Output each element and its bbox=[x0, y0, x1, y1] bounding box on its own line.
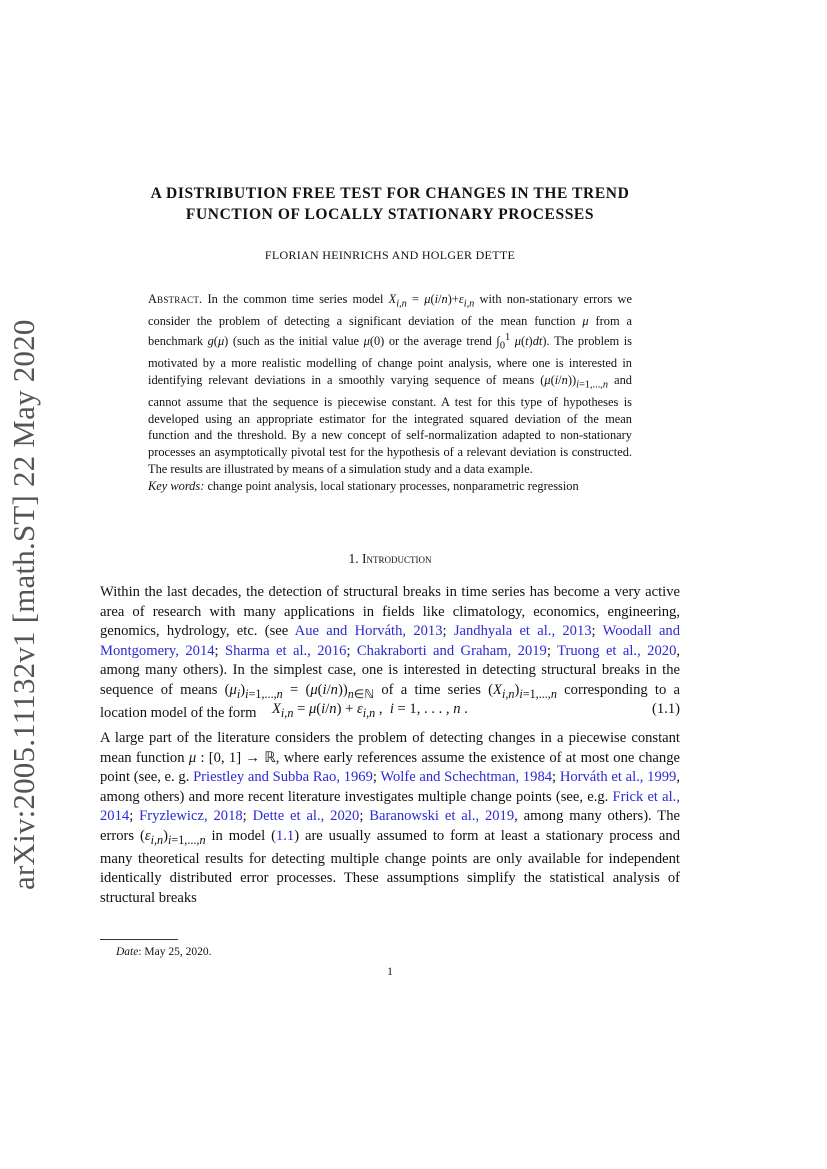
abstract-label: Abstract. bbox=[148, 292, 203, 306]
citation-link[interactable]: Wolfe and Schechtman, 1984 bbox=[380, 769, 553, 785]
section-heading: 1. Introduction bbox=[348, 551, 432, 566]
equation-number: (1.1) bbox=[652, 701, 680, 717]
equation-1-1 bbox=[100, 701, 680, 721]
arxiv-identifier: arXiv:2005.11132v1 [math.ST] 22 May 2020 bbox=[6, 319, 41, 890]
citation-link[interactable]: Horváth et al., 1999 bbox=[559, 769, 677, 785]
title-line-2: FUNCTION OF LOCALLY STATIONARY PROCESSES bbox=[185, 206, 595, 223]
authors: FLORIAN HEINRICHS AND HOLGER DETTE bbox=[264, 248, 516, 262]
keywords: Key words: change point analysis, local stationary processes, nonparametric regression bbox=[148, 479, 579, 493]
citation-link[interactable]: Frick et al., 2014 bbox=[100, 788, 680, 824]
citation-link[interactable]: Priestley and Subba Rao, 1969 bbox=[193, 769, 373, 785]
equation-ref-link[interactable]: 1.1 bbox=[275, 827, 295, 844]
intro-paragraph-2: A large part of the literature considers the problem of detecting changes in a piecewise constant mean function μ : [0, 1] → ℝ, where early references assume the existence of at most one change point (see, e. g. Priestley and Subba Rao, 1969; Wolfe and Schechtman, 1984; Horváth et al., 1999, among others) and more recent literature investigates multiple change points (see, e.g. Frick et al., 2014; Fryzlewicz, 2018; Dette et al., 2020; Baranowski et al., 2019, among many others). The errors $(\varepsilon_{i,n})_{i=1,...,n}$ in model (1.1) are usually assumed to form at least a stationary process and many theoretical results for detecting multiple change points are only available for independent identically distributed error processes. These assumptions simplify the statistical analysis of structural breaks bbox=[100, 730, 680, 906]
title-line-1: A DISTRIBUTION FREE TEST FOR CHANGES IN THE TREND bbox=[150, 185, 630, 202]
citation-link[interactable]: Baranowski et al., 2019 bbox=[369, 808, 515, 824]
citation-link[interactable]: Truong et al., 2020 bbox=[557, 642, 677, 659]
keywords-label: Key words: bbox=[148, 479, 205, 493]
citation-link[interactable]: Fryzlewicz, 2018 bbox=[139, 808, 243, 824]
abstract: Abstract. In the common time series model $X_{i,n} = \mu(i/n)+\varepsilon_{i,n}$ with non-stationary errors we consider the problem of detecting a significant deviation of the mean function μ from a benchmark g(μ) (such as the initial value μ(0) or the average trend $\int_0^1$ μ(t)dt). The problem is motivated by a more realistic modelling of change point analysis, where one is interested in identifying relevant deviations in a smoothly varying sequence of means $(\mu(i/n))_{i=1,...,n}$ and cannot assume that the sequence is piecewise constant. A test for this type of hypotheses is developed using an appropriate estimator for the integrated squared deviation of the mean function and the threshold. By a new concept of self-normalization adapted to non-stationary processes an asymptotically pivotal test for the hypothesis of a relevant deviation is constructed. The results are illustrated by means of a simulation study and a data example. bbox=[148, 292, 633, 476]
citation-link[interactable]: Chakraborti and Graham, 2019 bbox=[356, 642, 547, 659]
citation-link[interactable]: Jandhyala et al., 2013 bbox=[453, 623, 592, 639]
citation-link[interactable]: Aue and Horváth, 2013 bbox=[294, 623, 443, 639]
footnote-rule bbox=[100, 939, 178, 940]
citation-link[interactable]: Dette et al., 2020 bbox=[252, 808, 360, 824]
intro-paragraph-1: Within the last decades, the detection of structural breaks in time series has become a very active area of research with many applications in fields like climatology, economics, engineering, genomics, hydrology, etc. (see Aue and Horváth, 2013; Jandhyala et al., 2013; Woodall and Montgomery, 2014; Sharma et al., 2016; Chakraborti and Graham, 2019; Truong et al., 2020, among many others). In the simplest case, one is interested in detecting structural breaks in the sequence of means $(\mu_i)_{i=1,...,n} = (\mu(i/n))_{n\in ℕ}$ of a time series $(X_{i,n})_{i=1,...,n}$ corresponding to a location model of the form bbox=[100, 584, 681, 721]
page-number: 1 bbox=[387, 966, 393, 978]
paper-title bbox=[100, 183, 680, 225]
equation-body: $X_{i,n} = \mu(i/n) + \varepsilon_{i,n}$ , i = 1, . . . , n . bbox=[272, 701, 468, 720]
citation-link[interactable]: Woodall and Montgomery, 2014 bbox=[100, 623, 681, 659]
citation-link[interactable]: Sharma et al., 2016 bbox=[225, 642, 347, 659]
footnote-date: Date: May 25, 2020. bbox=[116, 946, 212, 958]
